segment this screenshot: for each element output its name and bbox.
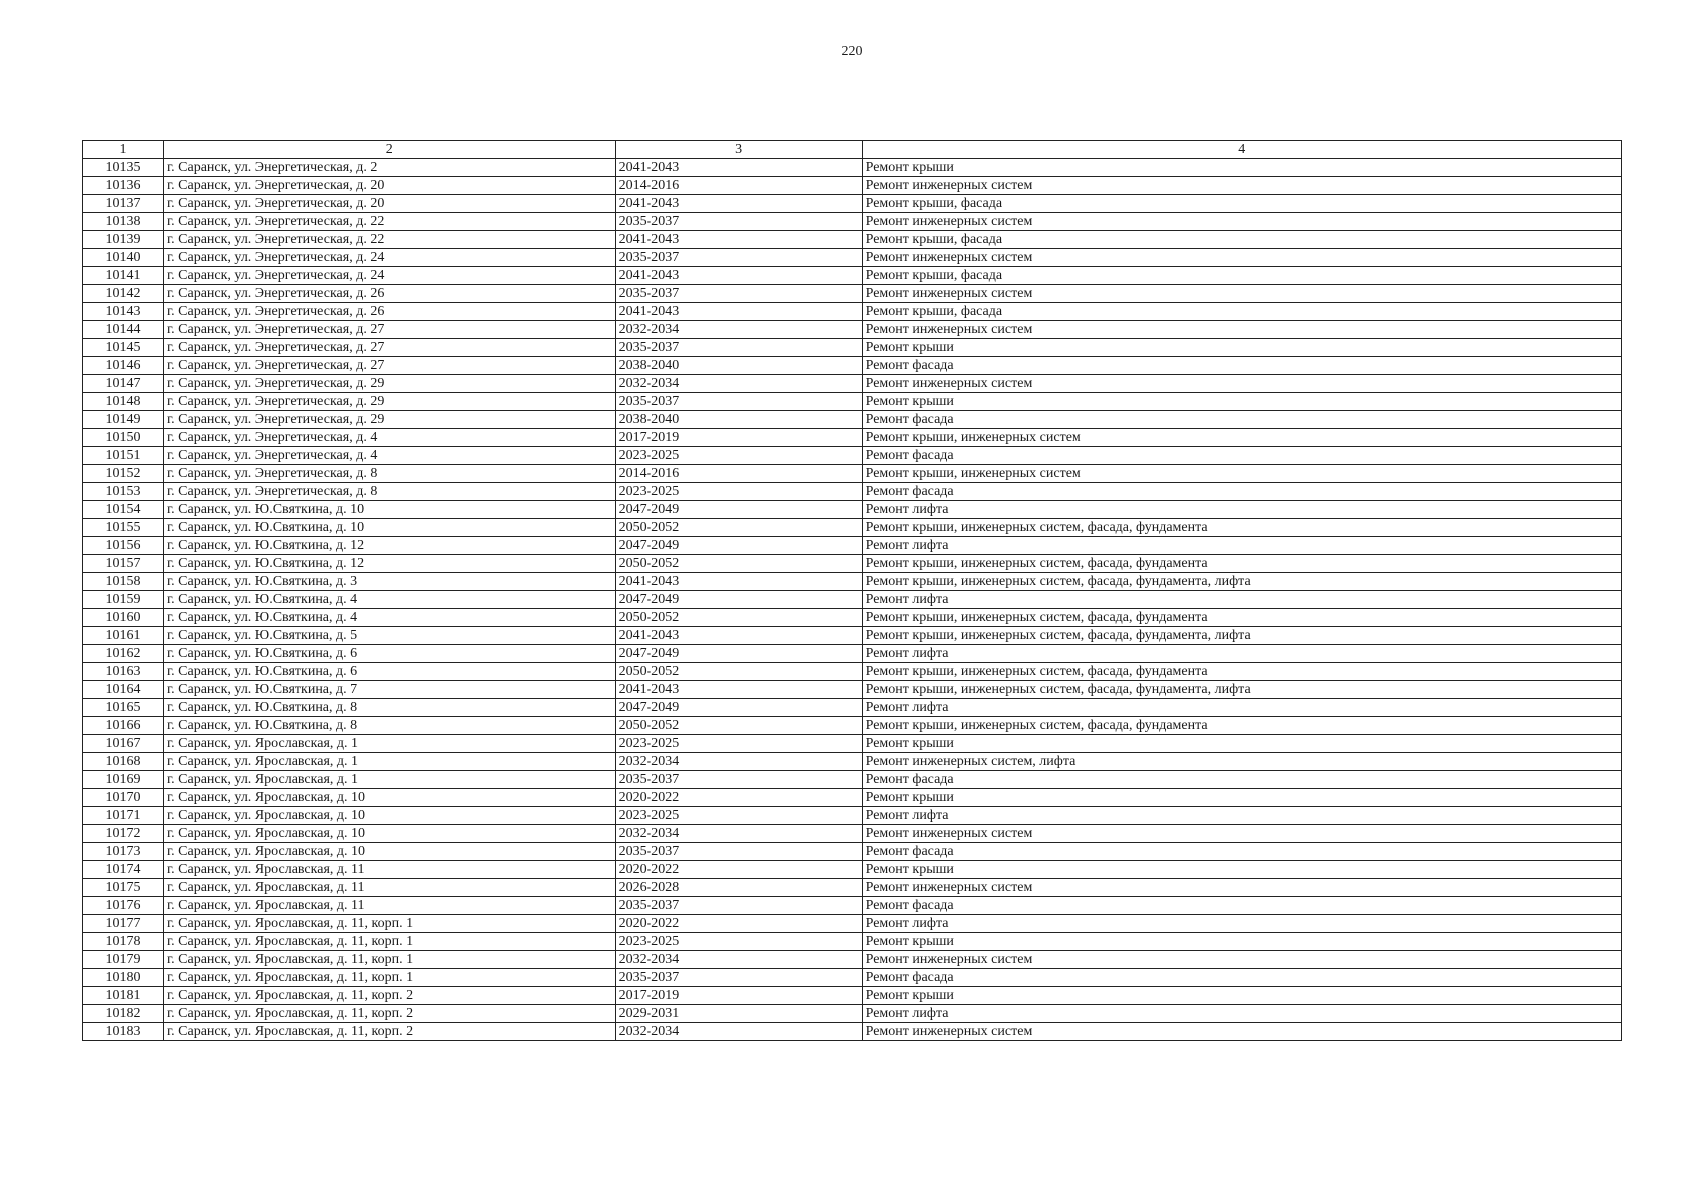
row-period: 2035-2037 [615, 771, 862, 789]
row-period: 2047-2049 [615, 591, 862, 609]
repair-schedule-table [82, 140, 1622, 1041]
table-row [83, 285, 1622, 303]
row-id: 10151 [83, 447, 164, 465]
row-address: г. Саранск, ул. Ярославская, д. 11, корп. 1 [164, 951, 616, 969]
row-id: 10139 [83, 231, 164, 249]
table-row [83, 213, 1622, 231]
row-work-type: Ремонт крыши, инженерных систем, фасада, фундамента [862, 555, 1621, 573]
row-period: 2041-2043 [615, 303, 862, 321]
row-address: г. Саранск, ул. Ю.Святкина, д. 12 [164, 555, 616, 573]
row-id: 10155 [83, 519, 164, 537]
row-work-type: Ремонт инженерных систем [862, 825, 1621, 843]
row-id: 10168 [83, 753, 164, 771]
row-work-type: Ремонт инженерных систем [862, 177, 1621, 195]
row-address: г. Саранск, ул. Ярославская, д. 11 [164, 897, 616, 915]
table-row [83, 735, 1622, 753]
row-address: г. Саранск, ул. Ярославская, д. 11, корп. 2 [164, 987, 616, 1005]
row-address: г. Саранск, ул. Ярославская, д. 11 [164, 861, 616, 879]
row-id: 10157 [83, 555, 164, 573]
row-address: г. Саранск, ул. Ю.Святкина, д. 6 [164, 663, 616, 681]
row-work-type: Ремонт крыши, фасада [862, 231, 1621, 249]
row-work-type: Ремонт крыши [862, 861, 1621, 879]
row-period: 2014-2016 [615, 465, 862, 483]
row-address: г. Саранск, ул. Энергетическая, д. 29 [164, 393, 616, 411]
table-row [83, 393, 1622, 411]
row-period: 2047-2049 [615, 537, 862, 555]
row-period: 2035-2037 [615, 213, 862, 231]
row-address: г. Саранск, ул. Ю.Святкина, д. 10 [164, 501, 616, 519]
row-address: г. Саранск, ул. Энергетическая, д. 27 [164, 357, 616, 375]
row-address: г. Саранск, ул. Ярославская, д. 11, корп. 1 [164, 969, 616, 987]
row-work-type: Ремонт лифта [862, 807, 1621, 825]
row-address: г. Саранск, ул. Энергетическая, д. 24 [164, 267, 616, 285]
row-work-type: Ремонт крыши, фасада [862, 195, 1621, 213]
row-id: 10175 [83, 879, 164, 897]
row-address: г. Саранск, ул. Ярославская, д. 11, корп. 2 [164, 1005, 616, 1023]
row-id: 10156 [83, 537, 164, 555]
row-period: 2023-2025 [615, 933, 862, 951]
table-row [83, 825, 1622, 843]
row-work-type: Ремонт лифта [862, 537, 1621, 555]
table-row [83, 969, 1622, 987]
row-id: 10137 [83, 195, 164, 213]
row-address: г. Саранск, ул. Энергетическая, д. 29 [164, 411, 616, 429]
column-header-3: 3 [615, 141, 862, 159]
table-row [83, 195, 1622, 213]
table-row [83, 555, 1622, 573]
row-address: г. Саранск, ул. Ю.Святкина, д. 10 [164, 519, 616, 537]
table-row [83, 231, 1622, 249]
row-address: г. Саранск, ул. Ю.Святкина, д. 4 [164, 609, 616, 627]
row-work-type: Ремонт лифта [862, 699, 1621, 717]
row-id: 10152 [83, 465, 164, 483]
row-address: г. Саранск, ул. Ярославская, д. 11, корп. 1 [164, 915, 616, 933]
row-period: 2041-2043 [615, 267, 862, 285]
row-work-type: Ремонт лифта [862, 591, 1621, 609]
row-address: г. Саранск, ул. Энергетическая, д. 20 [164, 195, 616, 213]
row-address: г. Саранск, ул. Ярославская, д. 10 [164, 807, 616, 825]
row-address: г. Саранск, ул. Ю.Святкина, д. 3 [164, 573, 616, 591]
table-row [83, 609, 1622, 627]
row-id: 10149 [83, 411, 164, 429]
row-address: г. Саранск, ул. Энергетическая, д. 8 [164, 465, 616, 483]
row-id: 10146 [83, 357, 164, 375]
row-period: 2035-2037 [615, 285, 862, 303]
row-period: 2020-2022 [615, 861, 862, 879]
table-row [83, 483, 1622, 501]
row-period: 2032-2034 [615, 753, 862, 771]
table-row [83, 267, 1622, 285]
row-address: г. Саранск, ул. Ю.Святкина, д. 7 [164, 681, 616, 699]
row-period: 2020-2022 [615, 915, 862, 933]
table-row [83, 627, 1622, 645]
row-id: 10182 [83, 1005, 164, 1023]
row-period: 2023-2025 [615, 483, 862, 501]
row-id: 10158 [83, 573, 164, 591]
row-period: 2047-2049 [615, 699, 862, 717]
row-address: г. Саранск, ул. Энергетическая, д. 29 [164, 375, 616, 393]
row-id: 10147 [83, 375, 164, 393]
row-id: 10140 [83, 249, 164, 267]
row-address: г. Саранск, ул. Энергетическая, д. 24 [164, 249, 616, 267]
row-work-type: Ремонт крыши [862, 339, 1621, 357]
row-address: г. Саранск, ул. Ярославская, д. 11 [164, 879, 616, 897]
row-period: 2050-2052 [615, 555, 862, 573]
table-row [83, 807, 1622, 825]
table-row [83, 1023, 1622, 1041]
row-period: 2050-2052 [615, 717, 862, 735]
row-work-type: Ремонт инженерных систем [862, 249, 1621, 267]
row-id: 10144 [83, 321, 164, 339]
row-address: г. Саранск, ул. Энергетическая, д. 22 [164, 231, 616, 249]
row-id: 10163 [83, 663, 164, 681]
row-id: 10172 [83, 825, 164, 843]
row-address: г. Саранск, ул. Ю.Святкина, д. 5 [164, 627, 616, 645]
table-body [83, 159, 1622, 1041]
row-address: г. Саранск, ул. Ярославская, д. 1 [164, 735, 616, 753]
row-period: 2047-2049 [615, 501, 862, 519]
row-address: г. Саранск, ул. Энергетическая, д. 26 [164, 285, 616, 303]
table-row [83, 357, 1622, 375]
row-id: 10135 [83, 159, 164, 177]
row-period: 2041-2043 [615, 231, 862, 249]
row-period: 2041-2043 [615, 627, 862, 645]
row-id: 10178 [83, 933, 164, 951]
table-row [83, 519, 1622, 537]
row-id: 10176 [83, 897, 164, 915]
table-row [83, 915, 1622, 933]
column-header-4: 4 [862, 141, 1621, 159]
table-row [83, 951, 1622, 969]
row-address: г. Саранск, ул. Ярославская, д. 11, корп. 2 [164, 1023, 616, 1041]
row-address: г. Саранск, ул. Ярославская, д. 10 [164, 843, 616, 861]
row-period: 2050-2052 [615, 663, 862, 681]
row-work-type: Ремонт фасада [862, 483, 1621, 501]
row-period: 2032-2034 [615, 321, 862, 339]
row-work-type: Ремонт крыши, фасада [862, 303, 1621, 321]
row-address: г. Саранск, ул. Энергетическая, д. 27 [164, 339, 616, 357]
row-period: 2029-2031 [615, 1005, 862, 1023]
row-address: г. Саранск, ул. Энергетическая, д. 8 [164, 483, 616, 501]
row-address: г. Саранск, ул. Ю.Святкина, д. 4 [164, 591, 616, 609]
table-row [83, 591, 1622, 609]
table-row [83, 177, 1622, 195]
row-period: 2032-2034 [615, 375, 862, 393]
row-address: г. Саранск, ул. Ю.Святкина, д. 6 [164, 645, 616, 663]
table-row [83, 1005, 1622, 1023]
table-row [83, 429, 1622, 447]
row-period: 2035-2037 [615, 339, 862, 357]
row-work-type: Ремонт инженерных систем, лифта [862, 753, 1621, 771]
row-period: 2032-2034 [615, 951, 862, 969]
table-row [83, 771, 1622, 789]
row-address: г. Саранск, ул. Энергетическая, д. 22 [164, 213, 616, 231]
table-row [83, 987, 1622, 1005]
row-id: 10181 [83, 987, 164, 1005]
row-period: 2032-2034 [615, 825, 862, 843]
row-id: 10141 [83, 267, 164, 285]
table-row [83, 447, 1622, 465]
row-period: 2023-2025 [615, 447, 862, 465]
row-work-type: Ремонт крыши [862, 933, 1621, 951]
row-work-type: Ремонт крыши, инженерных систем, фасада, фундамента [862, 609, 1621, 627]
row-period: 2038-2040 [615, 411, 862, 429]
row-address: г. Саранск, ул. Энергетическая, д. 26 [164, 303, 616, 321]
row-id: 10173 [83, 843, 164, 861]
row-work-type: Ремонт крыши [862, 987, 1621, 1005]
row-id: 10179 [83, 951, 164, 969]
row-work-type: Ремонт фасада [862, 969, 1621, 987]
row-address: г. Саранск, ул. Ярославская, д. 10 [164, 825, 616, 843]
row-address: г. Саранск, ул. Ярославская, д. 1 [164, 771, 616, 789]
row-id: 10153 [83, 483, 164, 501]
row-period: 2041-2043 [615, 195, 862, 213]
row-period: 2035-2037 [615, 897, 862, 915]
row-work-type: Ремонт лифта [862, 915, 1621, 933]
row-period: 2035-2037 [615, 249, 862, 267]
row-address: г. Саранск, ул. Энергетическая, д. 20 [164, 177, 616, 195]
row-address: г. Саранск, ул. Ю.Святкина, д. 12 [164, 537, 616, 555]
row-address: г. Саранск, ул. Ярославская, д. 1 [164, 753, 616, 771]
row-id: 10169 [83, 771, 164, 789]
row-work-type: Ремонт крыши [862, 789, 1621, 807]
row-period: 2020-2022 [615, 789, 862, 807]
row-work-type: Ремонт фасада [862, 447, 1621, 465]
row-period: 2047-2049 [615, 645, 862, 663]
row-work-type: Ремонт крыши, фасада [862, 267, 1621, 285]
row-work-type: Ремонт крыши, инженерных систем, фасада, фундамента [862, 519, 1621, 537]
table-row [83, 645, 1622, 663]
row-work-type: Ремонт крыши, инженерных систем, фасада, фундамента [862, 663, 1621, 681]
row-work-type: Ремонт инженерных систем [862, 951, 1621, 969]
row-id: 10154 [83, 501, 164, 519]
row-address: г. Саранск, ул. Ю.Святкина, д. 8 [164, 717, 616, 735]
row-address: г. Саранск, ул. Энергетическая, д. 4 [164, 429, 616, 447]
row-work-type: Ремонт крыши, инженерных систем [862, 429, 1621, 447]
row-id: 10166 [83, 717, 164, 735]
row-work-type: Ремонт лифта [862, 1005, 1621, 1023]
row-period: 2035-2037 [615, 393, 862, 411]
row-id: 10143 [83, 303, 164, 321]
row-period: 2017-2019 [615, 429, 862, 447]
column-header-1: 1 [83, 141, 164, 159]
row-id: 10159 [83, 591, 164, 609]
row-work-type: Ремонт фасада [862, 897, 1621, 915]
row-address: г. Саранск, ул. Энергетическая, д. 4 [164, 447, 616, 465]
row-id: 10160 [83, 609, 164, 627]
table-row [83, 249, 1622, 267]
row-period: 2041-2043 [615, 573, 862, 591]
row-work-type: Ремонт фасада [862, 771, 1621, 789]
row-work-type: Ремонт инженерных систем [862, 879, 1621, 897]
row-work-type: Ремонт лифта [862, 501, 1621, 519]
row-id: 10145 [83, 339, 164, 357]
row-id: 10180 [83, 969, 164, 987]
table-row [83, 339, 1622, 357]
table-row [83, 843, 1622, 861]
row-id: 10142 [83, 285, 164, 303]
table-row [83, 663, 1622, 681]
row-work-type: Ремонт крыши [862, 393, 1621, 411]
row-id: 10138 [83, 213, 164, 231]
row-work-type: Ремонт лифта [862, 645, 1621, 663]
row-period: 2041-2043 [615, 159, 862, 177]
table-row [83, 699, 1622, 717]
row-work-type: Ремонт инженерных систем [862, 213, 1621, 231]
table-row [83, 789, 1622, 807]
row-work-type: Ремонт крыши [862, 735, 1621, 753]
row-period: 2050-2052 [615, 519, 862, 537]
row-period: 2014-2016 [615, 177, 862, 195]
row-id: 10162 [83, 645, 164, 663]
row-work-type: Ремонт инженерных систем [862, 1023, 1621, 1041]
row-period: 2026-2028 [615, 879, 862, 897]
table-row [83, 321, 1622, 339]
table-header-row [83, 141, 1622, 159]
row-period: 2050-2052 [615, 609, 862, 627]
row-work-type: Ремонт крыши [862, 159, 1621, 177]
row-work-type: Ремонт крыши, инженерных систем [862, 465, 1621, 483]
row-period: 2017-2019 [615, 987, 862, 1005]
column-header-2: 2 [164, 141, 616, 159]
row-id: 10150 [83, 429, 164, 447]
table-row [83, 537, 1622, 555]
row-period: 2041-2043 [615, 681, 862, 699]
table-row [83, 159, 1622, 177]
row-work-type: Ремонт крыши, инженерных систем, фасада, фундамента, лифта [862, 681, 1621, 699]
row-id: 10165 [83, 699, 164, 717]
table-row [83, 753, 1622, 771]
table-row [83, 879, 1622, 897]
row-address: г. Саранск, ул. Энергетическая, д. 27 [164, 321, 616, 339]
table-row [83, 573, 1622, 591]
row-id: 10136 [83, 177, 164, 195]
row-work-type: Ремонт фасада [862, 357, 1621, 375]
table-row [83, 681, 1622, 699]
row-work-type: Ремонт крыши, инженерных систем, фасада, фундамента, лифта [862, 573, 1621, 591]
row-work-type: Ремонт инженерных систем [862, 285, 1621, 303]
row-id: 10170 [83, 789, 164, 807]
page-number: 220 [841, 44, 863, 59]
row-work-type: Ремонт крыши, инженерных систем, фасада, фундамента [862, 717, 1621, 735]
row-period: 2035-2037 [615, 843, 862, 861]
row-id: 10183 [83, 1023, 164, 1041]
row-work-type: Ремонт инженерных систем [862, 375, 1621, 393]
table-row [83, 861, 1622, 879]
row-work-type: Ремонт фасада [862, 411, 1621, 429]
row-address: г. Саранск, ул. Ю.Святкина, д. 8 [164, 699, 616, 717]
table-row [83, 411, 1622, 429]
row-period: 2032-2034 [615, 1023, 862, 1041]
table-row [83, 501, 1622, 519]
row-address: г. Саранск, ул. Энергетическая, д. 2 [164, 159, 616, 177]
row-id: 10171 [83, 807, 164, 825]
row-period: 2038-2040 [615, 357, 862, 375]
row-id: 10161 [83, 627, 164, 645]
row-period: 2023-2025 [615, 735, 862, 753]
row-work-type: Ремонт фасада [862, 843, 1621, 861]
row-id: 10174 [83, 861, 164, 879]
row-period: 2023-2025 [615, 807, 862, 825]
row-work-type: Ремонт инженерных систем [862, 321, 1621, 339]
table-row [83, 375, 1622, 393]
row-id: 10167 [83, 735, 164, 753]
row-id: 10164 [83, 681, 164, 699]
table-row [83, 717, 1622, 735]
table-row [83, 897, 1622, 915]
table-row [83, 465, 1622, 483]
row-work-type: Ремонт крыши, инженерных систем, фасада, фундамента, лифта [862, 627, 1621, 645]
row-period: 2035-2037 [615, 969, 862, 987]
table-row [83, 303, 1622, 321]
table-row [83, 933, 1622, 951]
row-id: 10177 [83, 915, 164, 933]
row-address: г. Саранск, ул. Ярославская, д. 11, корп. 1 [164, 933, 616, 951]
row-address: г. Саранск, ул. Ярославская, д. 10 [164, 789, 616, 807]
row-id: 10148 [83, 393, 164, 411]
